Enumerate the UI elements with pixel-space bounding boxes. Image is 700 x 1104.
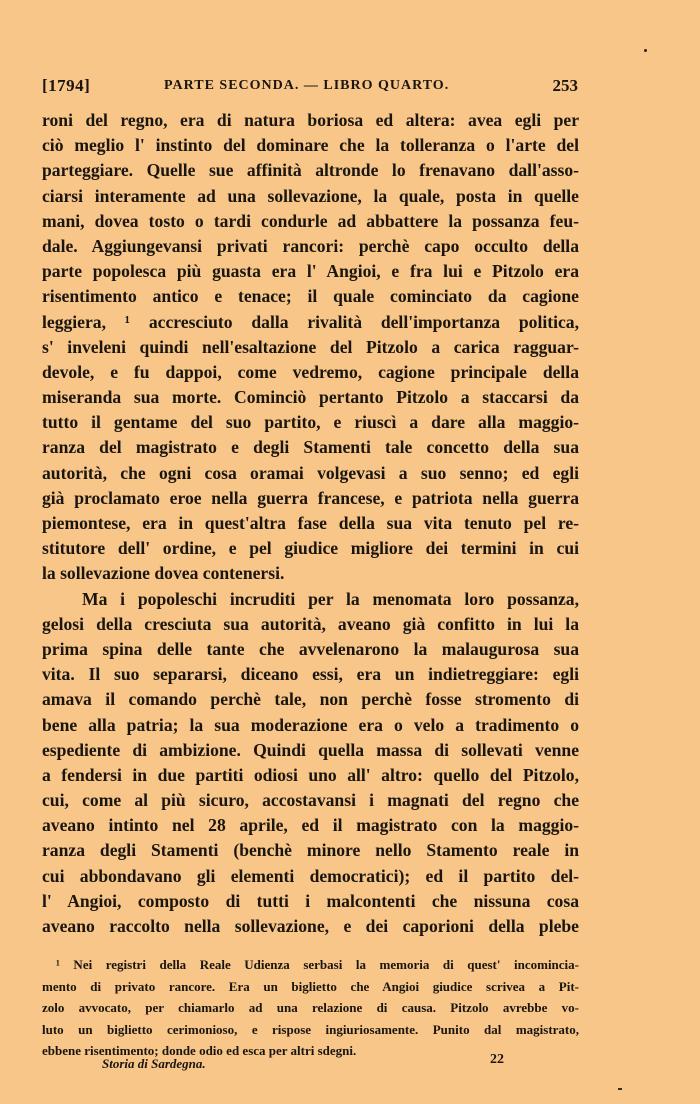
text-line: parte popolesca più guasta era l' Angioi, e fra lui e Pitzolo era [42, 261, 579, 282]
text-line: ranza degli Stamenti (benchè minore nello Stamento reale in [42, 840, 579, 861]
page-number: 253 [552, 76, 578, 95]
text-line: la sollevazione dovea contenersi. [42, 563, 285, 584]
text-line: autorità, che ogni cosa oramai volgevasi a suo senno; ed egli [42, 462, 579, 483]
footnote-line: ¹ Nei registri della Reale Udienza serbasi la memoria di quest' incomincia- [56, 957, 579, 972]
text-line: roni del regno, era di natura boriosa ed altera: avea egli per [42, 110, 579, 130]
main-text [42, 108, 579, 939]
text-line: espediente di ambizione. Quindi quella massa di sollevati venne [42, 739, 579, 760]
footnote-line: mento di privato rancore. Era un biglietto che Angioi giudice scrivea a Pit- [42, 978, 579, 994]
text-line: tutto il gentame del suo partito, e riuscì a dare alla maggio- [42, 412, 579, 433]
footnote-line: luto un biglietto cerimonioso, e rispose ingiuriosamente. Punito dal magistrato, [42, 1021, 579, 1037]
footnote [42, 954, 579, 1062]
text-line: cui, come al più sicuro, accostavansi i magnati del regno che [42, 790, 579, 811]
text-line: parteggiare. Quelle sue affinità altronde lo frenavano dall'asso- [42, 160, 579, 181]
text-line: già proclamato eroe nella guerra francese, e patriota nella guerra [42, 487, 579, 508]
footnote-line: zolo avvocato, per chiamarlo ad una relazione di causa. Pitzolo avrebbe vo- [42, 1000, 579, 1015]
text-line: leggiera, ¹ accresciuto dalla rivalità dell'importanza politica, [42, 311, 579, 332]
signature-number: 22 [490, 1052, 504, 1067]
text-line: gelosi della cresciuta sua autorità, aveano già confitto in lui la [42, 613, 579, 634]
text-line: aveano intinto nel 28 aprile, ed il magistrato con la maggio- [42, 815, 579, 836]
footnote-line: ebbene risentimento; donde odio ed esca per altri sdegni. [42, 1043, 357, 1058]
text-line: ranza del magistrato e degli Stamenti tale concetto della sua [42, 437, 579, 458]
text-line: dale. Aggiungevansi privati rancori: perchè capo occulto della [42, 235, 579, 256]
text-line: stitutore dell' ordine, e pel giudice migliore dei termini in cui [42, 538, 579, 559]
text-line: bene alla patria; la sua moderazione era o velo a tradimento o [42, 714, 579, 735]
text-line: miseranda sua morte. Cominciò pertanto Pitzolo a staccarsi da [42, 387, 579, 408]
ink-speck [618, 1088, 622, 1090]
text-line: prima spina delle tante che avvelenarono la malaugurosa sua [42, 638, 579, 659]
text-line: mani, dovea tosto o tardi condurle ad abbattere la possanza feu- [42, 210, 579, 231]
header-year: [1794] [42, 76, 91, 95]
text-line: l' Angioi, composto di tutti i malcontenti che nissuna cosa [42, 890, 579, 911]
header-title: PARTE SECONDA. — LIBRO QUARTO. [164, 78, 450, 93]
text-line: risentimento antico e tenace; il quale cominciato da cagione [42, 286, 579, 307]
text-line: Ma i popoleschi incruditi per la menomata loro possanza, [82, 588, 579, 609]
signature-title: Storia di Sardegna. [102, 1056, 206, 1071]
text-line: vita. Il suo separarsi, diceano essi, era un indietreggiare: egli [42, 664, 579, 685]
text-line: devole, e fu dappoi, come vedremo, cagione principale della [42, 361, 579, 382]
text-line: piemontese, era in quest'altra fase della sua vita tenuto pel re- [42, 513, 579, 533]
text-line: amava il comando perchè tale, non perchè fosse stromento di [42, 689, 579, 710]
text-line: s' inveleni quindi nell'esaltazione del Pitzolo a carica ragguar- [42, 336, 579, 357]
text-line: aveano raccolto nella sollevazione, e dei caporioni della plebe [42, 916, 579, 936]
ink-speck [644, 49, 647, 52]
text-line: ciarsi interamente ad una sollevazione, la quale, posta in quelle [42, 185, 579, 206]
text-line: a fendersi in due partiti odiosi uno all' altro: quello del Pitzolo, [42, 764, 579, 785]
text-line: ciò meglio l' instinto del dominare che la tolleranza o l'arte del [42, 135, 579, 156]
text-line: cui abbondavano gli elementi democratici); ed il partito del- [42, 865, 579, 886]
running-header [42, 76, 578, 98]
